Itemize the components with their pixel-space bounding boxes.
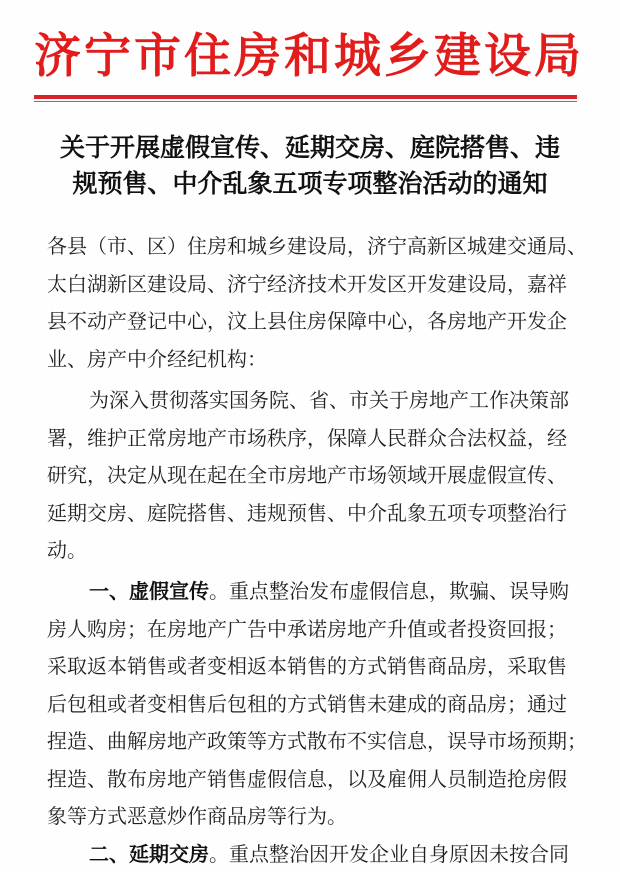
letterhead-rule-thin [34, 101, 577, 102]
title-line: 关于开展虚假宣传、延期交房、庭院搭售、违 [59, 133, 560, 162]
document-title [30, 130, 590, 202]
text-line: 捏造、散布房地产销售虚假信息，以及雇佣人员制造抢房假 [47, 766, 567, 791]
letterhead-issuer: 济宁市住房和城乡建设局 [34, 29, 584, 84]
section-delayed-delivery [47, 836, 569, 874]
text-line: 象等方式恶意炒作商品房等行为。 [47, 804, 347, 828]
section-first-line [47, 836, 569, 874]
text-line: 捏造、曲解房地产政策等方式散布不实信息，误导市场预期； [47, 729, 587, 753]
text-line: 后包租或者变相售后包租的方式销售未建成的商品房；通过 [47, 691, 567, 716]
text-line: 太白湖新区建设局、济宁经济技术开发区开发建设局，嘉祥 [47, 271, 567, 296]
text-line: 署，维护正常房地产市场秩序，保障人民群众合法权益，经 [47, 425, 567, 450]
intro-paragraph [47, 382, 569, 570]
text-line: 采取返本销售或者变相返本销售的方式销售商品房，采取售 [47, 654, 567, 678]
text-line: 县不动产登记中心，汶上县住房保障中心，各房地产开发企 [47, 309, 567, 333]
text-line: 研究，决定从现在起在全市房地产市场领域开展虚假宣传、 [47, 463, 567, 487]
text-line: 为深入贯彻落实国务院、省、市关于房地产工作决策部 [89, 388, 569, 412]
section-first-line [47, 573, 569, 611]
section-heading: 一、虚假宣传 [89, 579, 209, 603]
section-text: 。重点整治发布虚假信息，欺骗、误导购 [209, 579, 569, 603]
text-line: 业、房产中介经纪机构： [47, 346, 267, 371]
text-line: 房人购房；在房地产广告中承诺房地产升值或者投资回报； [47, 616, 567, 641]
section-false-advertising [47, 573, 587, 836]
letterhead-rule-thick [34, 95, 577, 99]
text-line: 各县（市、区）住房和城乡建设局，济宁高新区城建交通局、 [47, 234, 587, 258]
addressees-paragraph [47, 228, 587, 378]
section-text: 。重点整治因开发企业自身原因未按合同 [209, 842, 569, 866]
title-line: 规预售、中介乱象五项专项整治活动的通知 [72, 169, 548, 198]
section-heading: 二、延期交房 [89, 842, 209, 866]
text-line: 动。 [47, 538, 87, 562]
text-line: 延期交房、庭院搭售、违规预售、中介乱象五项专项整治行 [47, 500, 567, 525]
